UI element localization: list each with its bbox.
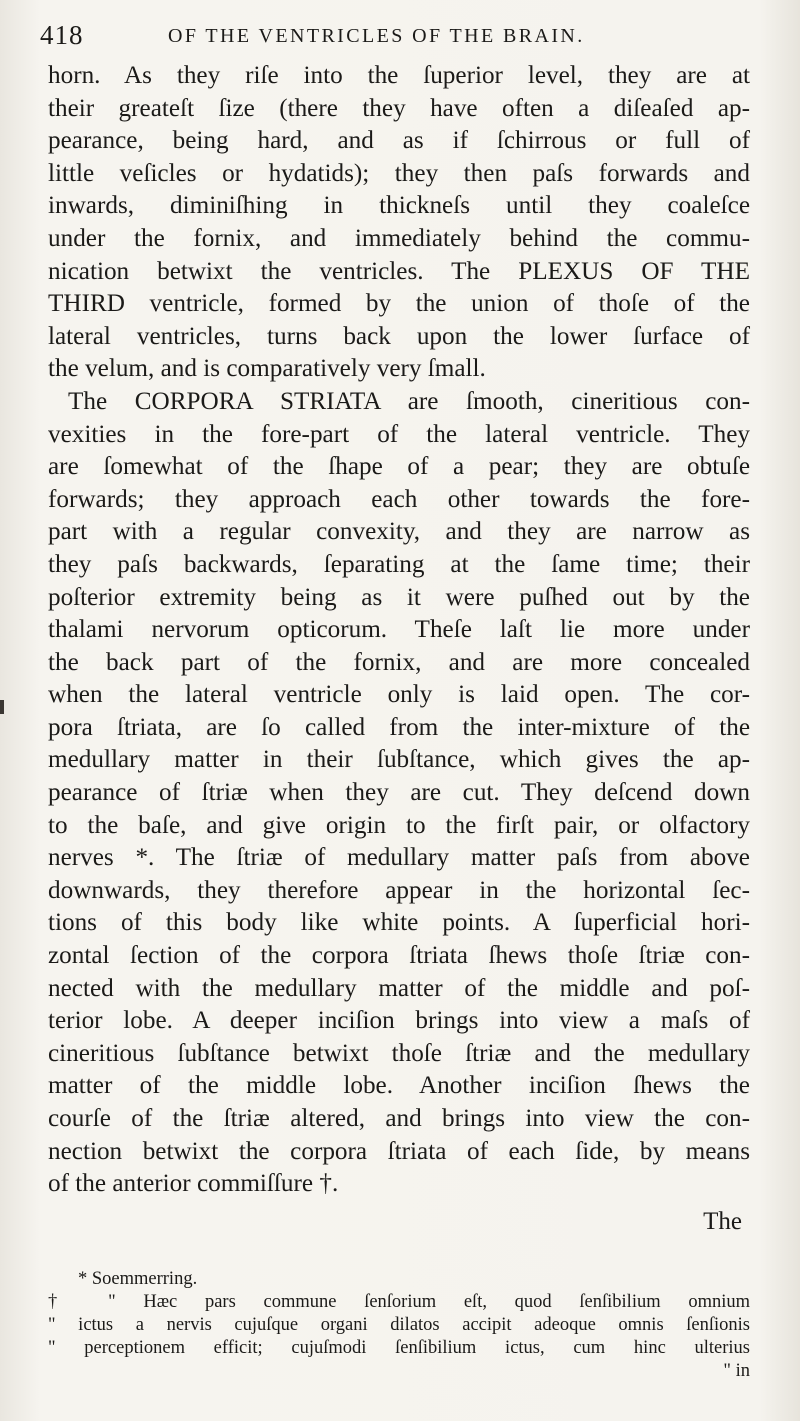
text-line: their greateſt ſize (there they have often a diſeaſed ap- bbox=[48, 94, 750, 122]
text-line: the velum, and is comparatively very ſmall. bbox=[48, 355, 486, 383]
text-line: little veſicles or hydatids); they then paſs forwards and bbox=[48, 159, 750, 187]
text-line: nected with the medullary matter of the middle and poſ- bbox=[48, 974, 750, 1002]
page-header bbox=[40, 18, 740, 54]
text-line: under the fornix, and immediately behind the commu- bbox=[48, 224, 750, 252]
text-line: tions of this body like white points. A ſuperficial hori- bbox=[48, 909, 750, 937]
footnote-line: * Soemmerring. bbox=[78, 1269, 198, 1289]
body-text bbox=[48, 60, 750, 1201]
text-line: nection betwixt the corpora ſtriata of each ſide, by means bbox=[48, 1137, 750, 1165]
text-line: The CORPORA STRIATA are ſmooth, cineritious con- bbox=[68, 387, 750, 415]
text-line: medullary matter in their ſubſtance, which gives the ap- bbox=[48, 746, 750, 774]
text-line: inwards, diminiſhing in thickneſs until they coaleſce bbox=[48, 192, 750, 220]
text-line: matter of the middle lobe. Another inciſion ſhews the bbox=[48, 1072, 750, 1100]
text-line: THIRD ventricle, formed by the union of thoſe of the bbox=[48, 290, 750, 318]
footnote-line: " perceptionem efficit; cujuſmodi ſenſibilium ictus, cum hinc ulterius bbox=[48, 1338, 750, 1358]
text-line: nication betwixt the ventricles. The PLEXUS OF THE bbox=[48, 257, 750, 285]
text-line: pora ſtriata, are ſo called from the inter-mixture of the bbox=[48, 713, 750, 741]
text-line: thalami nervorum opticorum. Theſe laſt lie more under bbox=[48, 616, 750, 644]
text-line: lateral ventricles, turns back upon the lower ſurface of bbox=[48, 322, 750, 350]
text-line: downwards, they therefore appear in the horizontal ſec- bbox=[48, 876, 750, 904]
text-line: cineritious ſubſtance betwixt thoſe ſtriæ and the medullary bbox=[48, 1039, 750, 1067]
footnote-line: † " Hæc pars commune ſenſorium eſt, quod ſenſibilium omnium bbox=[48, 1292, 750, 1312]
footnote-line: " in bbox=[723, 1361, 750, 1381]
footnotes bbox=[48, 1268, 750, 1383]
page-edge-mark bbox=[0, 700, 4, 714]
text-line: courſe of the ſtriæ altered, and brings into view the con- bbox=[48, 1105, 750, 1132]
text-line: pearance, being hard, and as if ſchirrous or full of bbox=[48, 127, 750, 155]
text-line: they paſs backwards, ſeparating at the ſame time; their bbox=[48, 550, 750, 578]
text-line: forwards; they approach each other towards the fore- bbox=[48, 485, 750, 513]
text-line: of the anterior commiſſure †. bbox=[48, 1170, 339, 1198]
text-line: poſterior extremity being as it were puſhed out by the bbox=[48, 583, 750, 611]
text-line: terior lobe. A deeper inciſion brings into view a maſs of bbox=[48, 1007, 750, 1035]
text-line: when the lateral ventricle only is laid open. The cor- bbox=[48, 681, 750, 709]
text-line: zontal ſection of the corpora ſtriata ſhews thoſe ſtriæ con- bbox=[48, 942, 750, 970]
footnote-line: " ictus a nervis cujuſque organi dilatos accipit adeoque omnis ſenſionis bbox=[48, 1315, 750, 1335]
page-number: 418 bbox=[40, 20, 84, 50]
catchword: The bbox=[703, 1208, 742, 1235]
text-line: part with a regular convexity, and they are narrow as bbox=[48, 518, 750, 546]
running-head: OF THE VENTRICLES OF THE BRAIN. bbox=[168, 25, 585, 47]
text-line: horn. As they riſe into the ſuperior level, they are at bbox=[48, 62, 750, 89]
text-line: pearance of ſtriæ when they are cut. They deſcend down bbox=[48, 779, 750, 807]
text-line: nerves *. The ſtriæ of medullary matter paſs from above bbox=[48, 844, 750, 872]
text-line: are ſomewhat of the ſhape of a pear; they are obtuſe bbox=[48, 453, 750, 481]
text-line: the back part of the fornix, and are more concealed bbox=[48, 648, 750, 676]
text-line: vexities in the fore-part of the lateral ventricle. They bbox=[48, 420, 750, 448]
text-line: to the baſe, and give origin to the firſt pair, or olfactory bbox=[48, 811, 750, 839]
